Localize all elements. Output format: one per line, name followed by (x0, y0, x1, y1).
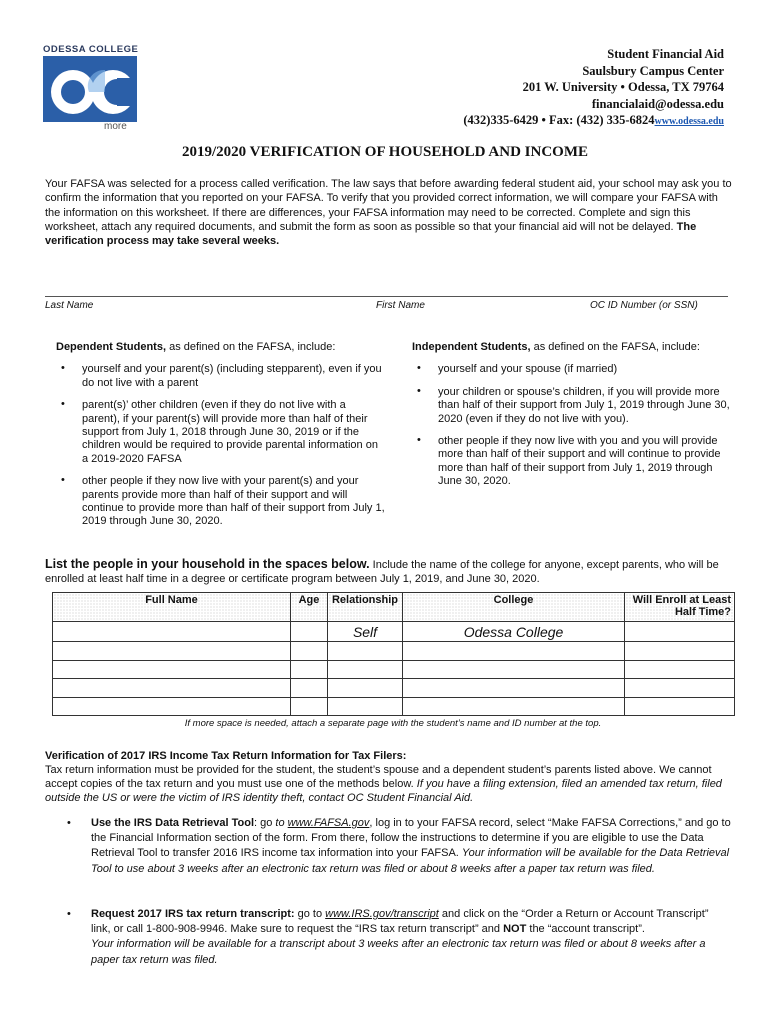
table-row (53, 679, 735, 698)
website-link[interactable]: www.odessa.edu (654, 116, 724, 127)
cell-half-time[interactable] (625, 642, 735, 661)
household-table (52, 592, 735, 716)
cell-half-time[interactable] (625, 697, 735, 716)
col-college: College (403, 593, 625, 622)
list-item: • yourself and your spouse (if married) (412, 363, 730, 376)
col-half-time: Will Enroll at Least Half Time? (625, 593, 735, 622)
table-row (53, 622, 735, 642)
logo-icon (43, 56, 137, 122)
contact-block (463, 46, 724, 131)
cell-college[interactable] (403, 679, 625, 698)
bullet-icon: • (67, 908, 71, 920)
email[interactable]: financialaid@odessa.edu (591, 96, 724, 111)
address: 201 W. University • Odessa, TX 79764 (522, 80, 724, 94)
household-heading-rest: Include the name of the college for anyone, except parents, who will be enrolled at least half time in a degree or certificate program between July 1, 2019, and June 30, 2020. (45, 559, 719, 585)
intro-bold: The verification process may take several weeks. (45, 220, 697, 248)
cell-half-time[interactable] (625, 622, 735, 642)
cell-full-name[interactable] (53, 679, 291, 698)
transcript-prelink: go to (294, 908, 326, 920)
transcript-bullet (67, 907, 731, 968)
irs-body: Tax return information must be provided for the student, the student’s spouse and a dependent student’s parents listed above. We cannot accept copies of the tax return and you must use one of the methods below. (45, 764, 712, 790)
last-name-label: Last Name (45, 300, 94, 311)
logo-wordmark: ODESSA COLLEGE (43, 44, 139, 55)
cell-college[interactable] (403, 660, 625, 679)
id-number-label: OC ID Number (or SSN) (590, 300, 698, 311)
cell-age[interactable] (291, 660, 328, 679)
intro-paragraph (45, 177, 735, 248)
phone-fax-text: (432)335-6429 • Fax: (432) 335-6824 (463, 113, 655, 127)
independent-students (412, 341, 730, 498)
list-item: • your children or spouse’s children, if you will provide more than half of their support from July 1, 2019 through June 30, 2020 (even if they do not live with you). (412, 386, 730, 426)
drt-italic: Your information will be available for the Data Retrieval Tool to use about 3 weeks after an electronic tax return was filed or about 8 weeks after a paper tax return was filed. (91, 847, 730, 875)
independent-heading (412, 341, 730, 354)
household-heading (45, 557, 745, 586)
col-age: Age (291, 593, 328, 622)
office-name: Student Financial Aid (607, 47, 724, 61)
list-item: • other people if they now live with you and you will provide more than half of their support and will continue to provide more than half of their support from July 1, 2019 through June 30, 2020. (412, 435, 730, 489)
irs-heading: Verification of 2017 IRS Income Tax Return Information for Tax Filers: (45, 750, 407, 762)
fafsa-link[interactable]: www.FAFSA.gov (287, 817, 370, 829)
irs-section (45, 749, 735, 805)
cell-relationship[interactable] (328, 660, 403, 679)
cell-relationship[interactable] (328, 679, 403, 698)
dependent-heading-bold: Dependent Students, (56, 341, 167, 353)
cell-age[interactable] (291, 642, 328, 661)
table-header-row (53, 593, 735, 622)
cell-full-name[interactable] (53, 660, 291, 679)
transcript-title: Request 2017 IRS tax return transcript: (91, 908, 295, 920)
cell-full-name[interactable] (53, 622, 291, 642)
drt-bullet (67, 816, 731, 877)
first-name-label: First Name (376, 300, 425, 311)
intro-text: Your FAFSA was selected for a process called verification. The law says that before awarding federal student aid, your school may ask you to confirm the information that you reported on your FAFSA. To verify that you provided correct information, we will compare your FAFSA with the information on this worksheet. If there are differences, your FAFSA information may need to be corrected. Complete and sign this worksheet, attach any required documents, and submit the form as soon as possible so that your financial aid will not be delayed. (45, 178, 732, 233)
col-full-name: Full Name (53, 593, 291, 622)
drt-to: to (275, 817, 285, 829)
cell-college[interactable]: Odessa College (403, 622, 625, 642)
cell-full-name[interactable] (53, 697, 291, 716)
transcript-text1: and click on the “Order a Return or Account Transcript” link, or call 1-800-908-9946. Make sure to request the “IRS tax return transcript” and (91, 908, 709, 936)
independent-heading-bold: Independent Students, (412, 341, 531, 353)
list-item: • yourself and your parent(s) (including stepparent), even if you do not live with a parent (56, 363, 386, 390)
dependent-students (56, 341, 386, 538)
cell-relationship[interactable] (328, 642, 403, 661)
cell-age[interactable] (291, 622, 328, 642)
logo-tagline: more (104, 121, 127, 132)
phone-fax (463, 112, 724, 131)
list-item: • parent(s)’ other children (even if they do not live with a parent), if your parent(s) will provide more than half of their support from July 1, 2018 through June 30, 2019 or if the children would be required to provide parental information on a 2019-2020 FAFSA (56, 399, 386, 466)
cell-half-time[interactable] (625, 679, 735, 698)
cell-age[interactable] (291, 679, 328, 698)
cell-college[interactable] (403, 642, 625, 661)
irs-body-italic: If you have a filing extension, filed an amended tax return, filed outside the US or were the victim of IRS identity theft, contact OC Student Financial Aid. (45, 778, 722, 804)
campus-center: Saulsbury Campus Center (582, 63, 724, 78)
dependent-heading-rest: as defined on the FAFSA, include: (166, 341, 336, 353)
cell-full-name[interactable] (53, 642, 291, 661)
bullet-icon: • (67, 817, 71, 829)
independent-heading-rest: as defined on the FAFSA, include: (530, 341, 700, 353)
page-title: 2019/2020 VERIFICATION OF HOUSEHOLD AND INCOME (181, 144, 588, 160)
cell-half-time[interactable] (625, 660, 735, 679)
list-item: • other people if they now live with your parent(s) and your parents provide more than half of their support and will continue to provide more than half of their support from July 1, 2019 through June 30, 2020. (56, 475, 386, 529)
table-row (53, 660, 735, 679)
drt-prelink: : go (254, 817, 276, 829)
transcript-italic: Your information will be available for a transcript about 3 weeks after an electronic tax return was filed or about 8 weeks after a paper tax return was filed. (91, 938, 706, 966)
table-row (53, 642, 735, 661)
cell-relationship[interactable]: Self (328, 622, 403, 642)
transcript-text2: the “account transcript”. (526, 923, 645, 936)
household-heading-bold: List the people in your household in the spaces below. (45, 557, 370, 571)
drt-text: , log in to your FAFSA record, select “Make FAFSA Corrections,” and go to the Financial Information section of the form. From there, follow the instructions to determine if you are eligible to use the Data Retrieval Tool to transfer 2016 IRS income tax information into your FAFSA. (91, 817, 731, 860)
transcript-not: NOT (503, 923, 527, 936)
drt-title: Use the IRS Data Retrieval Tool (91, 817, 255, 829)
table-row (53, 697, 735, 716)
cell-age[interactable] (291, 697, 328, 716)
table-note: If more space is needed, attach a separate page with the student’s name and ID number at the top. (184, 718, 602, 729)
cell-relationship[interactable] (328, 697, 403, 716)
col-relationship: Relationship (328, 593, 403, 622)
name-signature-line[interactable] (45, 296, 728, 297)
irs-transcript-link[interactable]: www.IRS.gov/transcript (325, 908, 439, 920)
cell-college[interactable] (403, 697, 625, 716)
dependent-heading (56, 341, 386, 354)
